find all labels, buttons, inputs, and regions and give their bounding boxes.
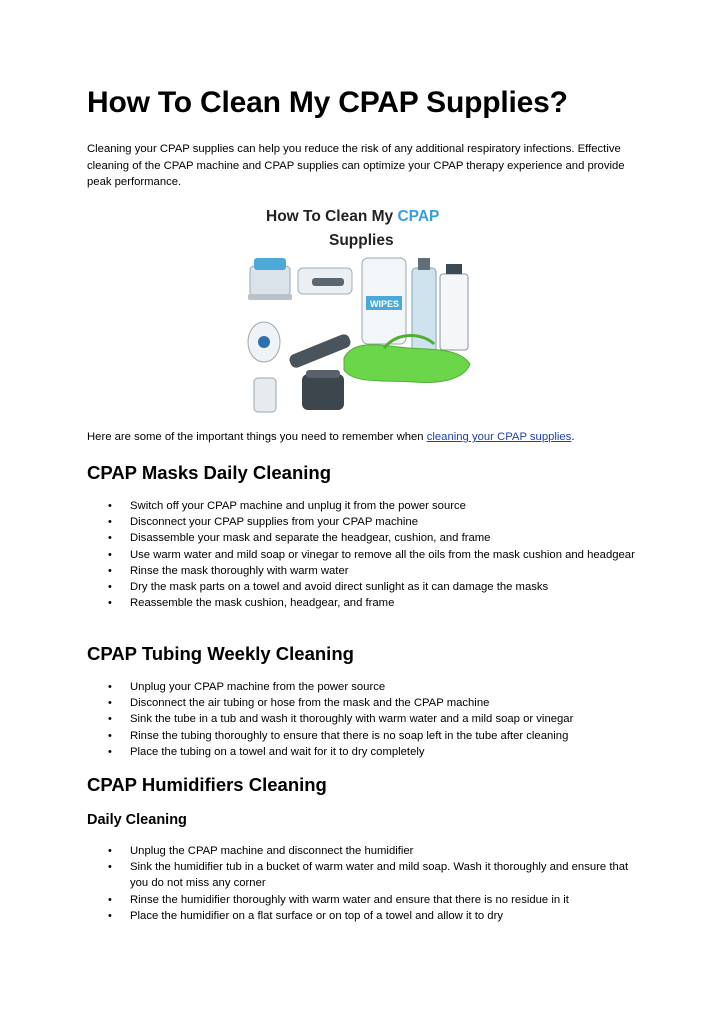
sanitizer-device-icon [248, 258, 292, 300]
list-item-text: Sink the humidifier tub in a bucket of warm water and mild soap. Wash it thoroughly and ensure that you do not miss any corner [130, 861, 629, 890]
list-item [87, 908, 635, 924]
humidifiers-list [87, 843, 635, 924]
cleaning-bin-icon [302, 370, 344, 410]
small-device-icon [254, 378, 276, 412]
masks-heading: CPAP Masks Daily Cleaning [87, 462, 332, 483]
tubing-heading: CPAP Tubing Weekly Cleaning [87, 643, 354, 664]
list-item-text: Place the humidifier on a flat surface or on top of a towel and allow it to dry [130, 909, 504, 922]
list-item-text: Rinse the humidifier thoroughly with warm water and ensure that there is no residue in it [130, 893, 569, 906]
hero-title-line1 [266, 208, 439, 225]
list-item [87, 514, 635, 530]
list-item-text: Switch off your CPAP machine and unplug it from the power source [130, 500, 466, 512]
bullet-icon: • [108, 681, 112, 693]
cpap-supplies-image [234, 198, 474, 420]
bullet-icon: • [108, 532, 112, 545]
bullet-icon: • [108, 597, 112, 610]
reminder-text: Here are some of the important things you need to remember when [87, 431, 427, 443]
list-item [87, 859, 635, 891]
list-item-text: Rinse the mask thoroughly with warm water [130, 564, 349, 577]
solution-bottle-icon [440, 264, 468, 350]
list-item-text: Use warm water and mild soap or vinegar to remove all the oils from the mask cushion and headgear [130, 548, 635, 561]
reminder-line [87, 431, 575, 443]
list-item [87, 892, 635, 908]
list-item [87, 579, 635, 595]
hero-title-part1: How To Clean My [266, 208, 394, 225]
list-item [87, 679, 635, 695]
bullet-icon: • [108, 909, 112, 922]
cleaning-supplies-link[interactable]: cleaning your CPAP supplies [426, 431, 572, 443]
masks-list [87, 498, 635, 611]
daily-cleaning-subheading: Daily Cleaning [87, 812, 187, 828]
bullet-icon: • [108, 861, 112, 874]
list-item [87, 695, 635, 711]
wipes-canister-icon [362, 258, 406, 344]
list-item [87, 498, 635, 514]
bullet-icon: • [108, 500, 112, 512]
bullet-icon: • [108, 845, 112, 857]
list-item-text: Disassemble your mask and separate the headgear, cushion, and frame [130, 532, 491, 545]
reminder-period: . [571, 431, 575, 443]
bullet-icon: • [108, 745, 112, 758]
bullet-icon: • [108, 516, 112, 529]
tubing-list [87, 679, 635, 760]
page-title: How To Clean My CPAP Supplies? [87, 86, 568, 119]
wipes-label: WIPES [370, 299, 400, 309]
list-item-text: Unplug your CPAP machine from the power source [130, 681, 386, 693]
list-item-text: Reassemble the mask cushion, headgear, and frame [130, 597, 395, 610]
list-item-text: Disconnect your CPAP supplies from your CPAP machine [130, 516, 418, 529]
bullet-icon: • [108, 893, 112, 906]
bullet-icon: • [108, 697, 112, 710]
uv-light-wand-icon [288, 333, 353, 370]
bullet-icon: • [108, 729, 112, 742]
bullet-icon: • [108, 713, 112, 726]
list-item [87, 728, 635, 744]
humidifiers-heading: CPAP Humidifiers Cleaning [87, 774, 327, 795]
list-item [87, 711, 635, 727]
list-item-text: Unplug the CPAP machine and disconnect the humidifier [130, 845, 414, 857]
list-item-text: Rinse the tubing thoroughly to ensure that there is no soap left in the tube after cleaning [130, 729, 569, 742]
list-item [87, 530, 635, 546]
list-item [87, 843, 635, 859]
bullet-icon: • [108, 548, 112, 561]
mask-device-icon [248, 322, 280, 362]
list-item-text: Place the tubing on a towel and wait for it to dry completely [130, 745, 425, 758]
uv-wand-icon [298, 268, 352, 294]
intro-paragraph: Cleaning your CPAP supplies can help you reduce the risk of any additional respiratory infections. Effective cleaning of the CPAP machine and CPAP supplies can optimize your CPAP therapy experience and provide peak performance. [87, 143, 625, 188]
list-item [87, 744, 635, 760]
list-item [87, 563, 635, 579]
hero-title-accent: CPAP [397, 208, 440, 225]
list-item-text: Dry the mask parts on a towel and avoid direct sunlight as it can damage the masks [130, 581, 549, 594]
bullet-icon: • [108, 581, 112, 594]
list-item [87, 547, 635, 563]
list-item-text: Sink the tube in a tub and wash it thoroughly with warm water and a mild soap or vinegar [130, 713, 574, 726]
hero-title-line2: Supplies [329, 232, 394, 249]
list-item-text: Disconnect the air tubing or hose from the mask and the CPAP machine [130, 697, 490, 710]
bullet-icon: • [108, 564, 112, 577]
list-item [87, 595, 635, 611]
